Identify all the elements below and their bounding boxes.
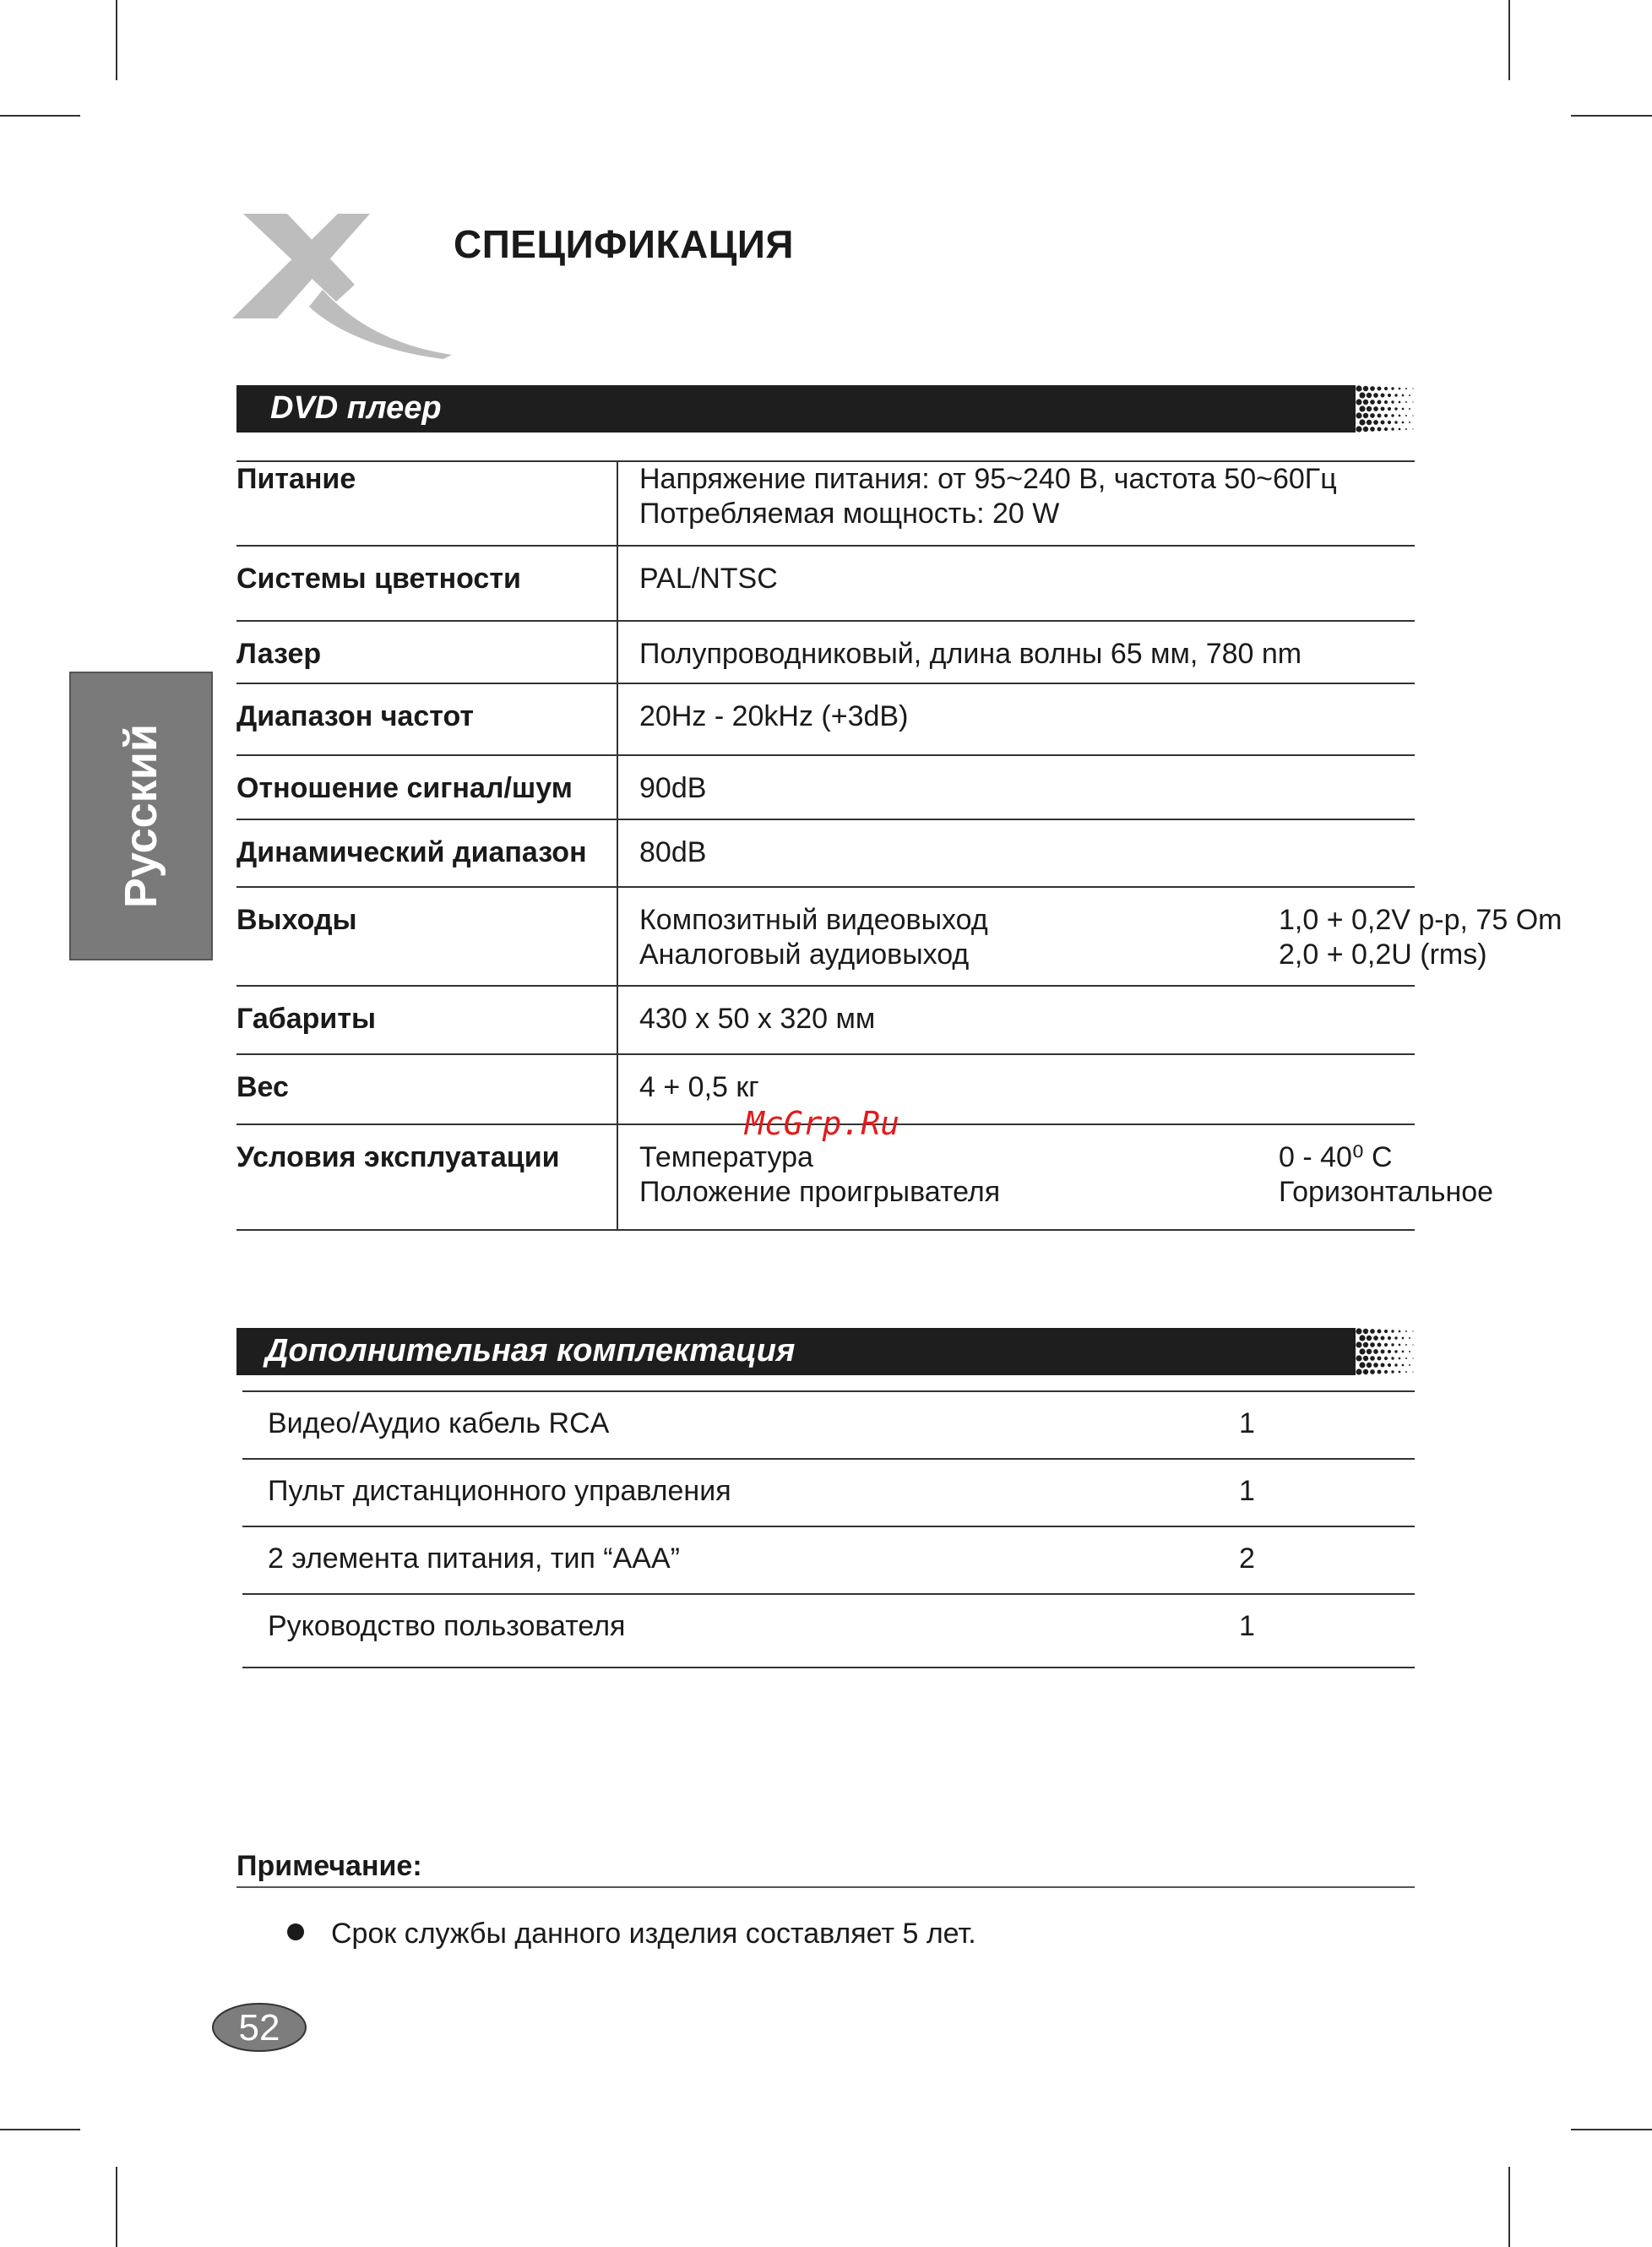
spec-value-secondary: 0 - 40⁰ С [1279, 1141, 1393, 1173]
spec-values [639, 835, 1415, 870]
column-divider [617, 1125, 618, 1229]
spec-values [639, 462, 1415, 531]
spec-value-line [639, 835, 1415, 870]
watermark: McGrp.Ru [745, 1105, 900, 1142]
spec-value: PAL/NTSC [639, 563, 778, 595]
section-title: Дополнительная комплектация [265, 1333, 796, 1368]
spec-value: Композитный видеовыход [639, 904, 988, 936]
accessory-name: Руководство пользователя [268, 1610, 626, 1642]
spec-values [639, 562, 1415, 596]
spec-label: Отношение сигнал/шум [236, 772, 573, 804]
column-divider [617, 1055, 618, 1124]
spec-value: 80dB [639, 836, 707, 868]
spec-values [639, 637, 1415, 672]
section-title: DVD плеер [270, 390, 442, 426]
column-divider [617, 684, 618, 754]
x-logo [228, 207, 456, 359]
spec-label: Выходы [236, 904, 357, 936]
spec-row [236, 754, 1415, 819]
section-bar-accessories [236, 1328, 1415, 1375]
table-row [242, 1527, 1415, 1595]
halftone-dots-icon [1356, 385, 1415, 433]
spec-value: Полупроводниковый, длина волны 65 мм, 780 nm [639, 638, 1302, 670]
spec-value: Аналоговый аудиовыход [639, 939, 970, 971]
accessory-qty: 2 [1239, 1542, 1255, 1575]
spec-value: 430 x 50 x 320 мм [639, 1003, 876, 1035]
crop-mark [116, 2167, 117, 2247]
spec-value-line [639, 1140, 1415, 1175]
column-divider [617, 820, 618, 886]
spec-value: Напряжение питания: от 95~240 В, частота 50~60Гц [639, 463, 1337, 495]
table-row [242, 1595, 1415, 1668]
language-tab-label: Русский [116, 723, 166, 909]
spec-value-line [639, 1070, 1415, 1105]
spec-row [236, 683, 1415, 754]
spec-row [236, 985, 1415, 1053]
spec-value: Положение проигрывателя [639, 1176, 1001, 1208]
spec-value-secondary: Горизонтальное [1279, 1176, 1494, 1208]
spec-label: Динамический диапазон [236, 836, 587, 868]
accessory-qty: 1 [1239, 1407, 1255, 1439]
crop-mark [0, 2129, 80, 2130]
spec-value-line [639, 1002, 1415, 1036]
spec-label: Габариты [236, 1003, 377, 1035]
spec-value-line [639, 497, 1415, 531]
spec-label: Условия эксплуатации [236, 1141, 560, 1173]
spec-label: Вес [236, 1071, 289, 1103]
note-item [287, 1918, 976, 1950]
accessory-name: Видео/Аудио кабель RCA [268, 1407, 610, 1439]
spec-value-secondary: 2,0 + 0,2U (rms) [1279, 939, 1487, 971]
table-row [242, 1460, 1415, 1527]
column-divider [617, 622, 618, 683]
column-divider [617, 462, 618, 545]
spec-values [639, 1140, 1494, 1210]
crop-mark [0, 115, 80, 117]
halftone-dots-icon [1356, 1328, 1415, 1375]
spec-value: 4 + 0,5 кг [639, 1071, 759, 1103]
crop-mark [1571, 115, 1652, 117]
spec-values [639, 771, 1415, 806]
spec-value-line [639, 771, 1415, 806]
column-divider [617, 756, 618, 819]
spec-values [639, 1070, 1415, 1105]
spec-value: 90dB [639, 772, 707, 804]
spec-value-secondary: 1,0 + 0,2V p-p, 75 Om [1279, 904, 1562, 936]
page-title: СПЕЦИФИКАЦИЯ [454, 222, 794, 266]
spec-row [236, 886, 1562, 985]
spec-label: Лазер [236, 638, 322, 670]
spec-row [236, 620, 1415, 683]
spec-row [236, 545, 1415, 620]
note-title: Примечание: [236, 1850, 422, 1882]
spec-value-line [639, 938, 1487, 972]
spec-value-line [639, 637, 1415, 672]
column-divider [617, 888, 618, 985]
crop-mark [116, 0, 117, 80]
page-number [211, 2002, 307, 2053]
spec-value: Температура [639, 1141, 813, 1173]
crop-mark [1508, 0, 1510, 80]
accessory-name: Пульт дистанционного управления [268, 1475, 731, 1507]
accessory-qty: 1 [1239, 1475, 1255, 1507]
crop-mark [1508, 2167, 1510, 2247]
spec-label: Системы цветности [236, 563, 521, 595]
page-number-text: 52 [238, 2007, 280, 2048]
column-divider [617, 987, 618, 1053]
spec-value-line [639, 562, 1415, 596]
bullet-icon [287, 1923, 304, 1940]
accessory-qty: 1 [1239, 1610, 1255, 1642]
spec-value: Потребляемая мощность: 20 W [639, 498, 1060, 530]
crop-mark [1571, 2129, 1652, 2130]
section-bar-dvd [236, 385, 1415, 433]
spec-row [236, 460, 1415, 545]
spec-value-line [639, 699, 1415, 734]
accessory-name: 2 элемента питания, тип “AAA” [268, 1542, 680, 1575]
note-text: Срок службы данного изделия составляет 5 лет. [331, 1918, 976, 1950]
table-row [242, 1392, 1415, 1460]
column-divider [617, 547, 618, 620]
spec-label: Диапазон частот [236, 700, 475, 732]
spec-values [639, 903, 1562, 972]
spec-values [639, 699, 1415, 734]
accessories-table [242, 1392, 1415, 1668]
spec-value-line [639, 1175, 1494, 1210]
note-rule [236, 1886, 1415, 1888]
spec-value-line [639, 462, 1415, 497]
language-tab [69, 672, 213, 960]
spec-label: Питание [236, 463, 356, 495]
spec-value-line [639, 903, 1562, 938]
spec-value: 20Hz - 20kHz (+3dB) [639, 700, 909, 732]
spec-values [639, 1002, 1415, 1036]
spec-row [236, 819, 1415, 886]
